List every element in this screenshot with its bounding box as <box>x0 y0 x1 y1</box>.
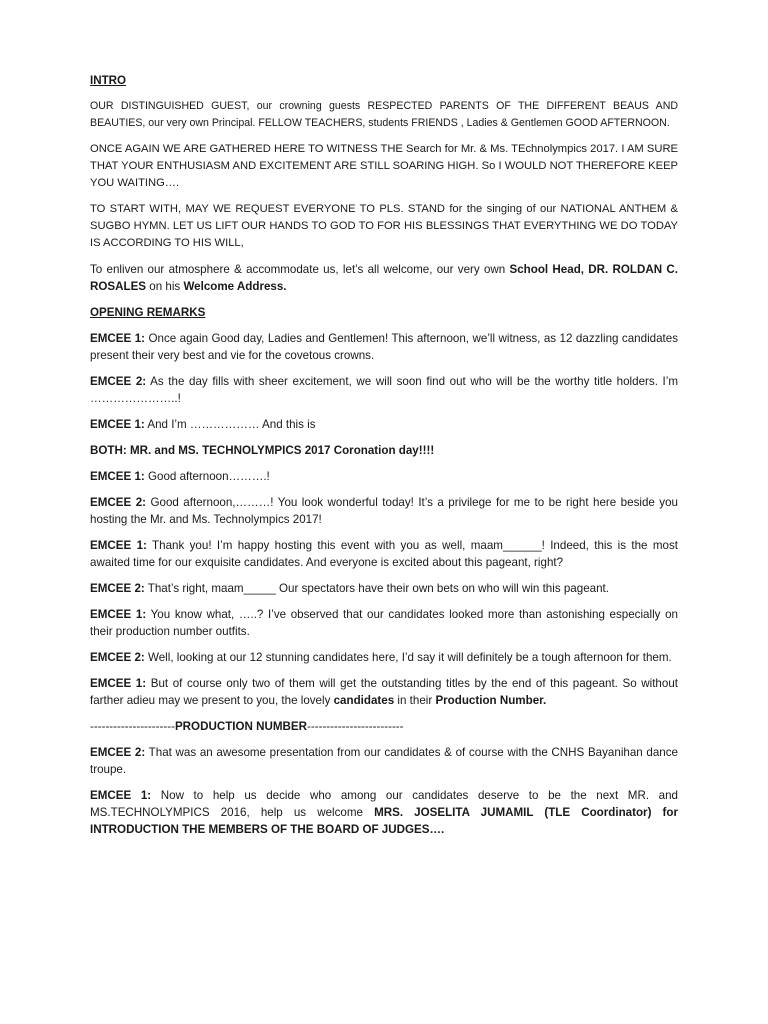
line-text: That was an awesome presentation from our candidates & of course with the CNHS Bayanihan dance troupe. <box>90 746 678 776</box>
script-line <box>90 373 678 407</box>
line-text: That’s right, maam_____ Our spectators have their own bets on who will win this pageant. <box>144 582 609 595</box>
speaker-label: EMCEE 2: <box>90 746 146 759</box>
production-number-emphasis: Production Number. <box>435 694 547 707</box>
script-line <box>90 580 678 597</box>
speaker-label: EMCEE 1: <box>90 789 152 802</box>
welcome-text-2: on his <box>146 280 184 293</box>
script-line <box>90 330 678 364</box>
speaker-label: EMCEE 1: <box>90 677 147 690</box>
speaker-label: EMCEE 1: <box>90 332 146 345</box>
intro-greeting-paragraph: OUR DISTINGUISHED GUEST, our crowning guests RESPECTED PARENTS OF THE DIFFERENT BEAUS AND BEAUTIES, our very own Principal. FELLOW TEACHERS, students FRIENDS , Ladies & Gentlemen GOOD AFTERNOON. <box>90 100 678 129</box>
divider-left: ---------------------- <box>90 720 175 733</box>
script-line <box>90 649 678 666</box>
script-line <box>90 606 678 640</box>
line-text: Thank you! I’m happy hosting this event with you as well, maam______! Indeed, this is the most awaited time for our exquisite candidates. And everyone is excited about this pageant, right? <box>90 539 678 569</box>
speaker-label: EMCEE 1: <box>90 608 147 621</box>
speaker-label: EMCEE 2: <box>90 496 147 509</box>
line-text: in their <box>394 694 436 707</box>
line-text: Well, looking at our 12 stunning candidates here, I’d say it will definitely be a tough afternoon for them. <box>144 651 672 664</box>
line-text: Good afternoon,………! You look wonderful today! It’s a privilege for me to be right here beside you hosting the Mr. and Ms. Technolympics 2017! <box>90 496 679 526</box>
welcome-address-label: Welcome Address. <box>183 280 287 293</box>
intro-heading: INTRO <box>90 74 127 87</box>
line-text: And I’m ……………… And this is <box>144 418 316 431</box>
script-line <box>90 468 678 485</box>
script-line <box>90 787 678 838</box>
speaker-label: EMCEE 1: <box>90 539 147 552</box>
divider-right: ------------------------- <box>307 720 404 733</box>
script-line <box>90 675 678 709</box>
candidates-emphasis: candidates <box>333 694 395 707</box>
production-number-divider <box>90 718 678 735</box>
line-text: You know what, …..? I’ve observed that our candidates looked more than astonishing especially on their production number outfits. <box>90 608 678 638</box>
line-text: But of course only two of them will get the outstanding titles by the end of this pageant. So without farther adieu may we present to you, the lovely <box>90 677 678 707</box>
speaker-label: EMCEE 2: <box>90 651 145 664</box>
script-line <box>90 744 678 778</box>
script-line <box>90 442 678 459</box>
script-line <box>90 537 678 571</box>
speaker-label: EMCEE 1: <box>90 470 145 483</box>
document-page <box>90 72 678 847</box>
speaker-label: EMCEE 1: <box>90 418 145 431</box>
script-line <box>90 416 678 433</box>
school-head-name: School Head, DR. ROLDAN C. ROSALES <box>90 263 678 293</box>
opening-remarks-heading: OPENING REMARKS <box>90 306 206 319</box>
speaker-label: BOTH: <box>90 444 127 457</box>
judges-introduction-emphasis: MRS. JOSELITA JUMAMIL (TLE Coordinator) for INTRODUCTION THE MEMBERS OF THE BOARD OF JUDGES…. <box>90 806 678 836</box>
speaker-label: EMCEE 2: <box>90 582 145 595</box>
speaker-label: EMCEE 2: <box>90 375 147 388</box>
line-text: Once again Good day, Ladies and Gentlemen! This afternoon, we’ll witness, as 12 dazzling candidates present their very best and vie for the covetous crowns. <box>90 332 679 362</box>
intro-anthem-paragraph: TO START WITH, MAY WE REQUEST EVERYONE TO PLS. STAND for the singing of our NATIONAL ANTHEM & SUGBO HYMN. LET US LIFT OUR HANDS TO GOD TO FOR HIS BLESSINGS THAT EVERYTHING WE DO TODAY IS ACCORDING TO HIS WILL, <box>90 203 678 249</box>
intro-gathering-paragraph: ONCE AGAIN WE ARE GATHERED HERE TO WITNESS THE Search for Mr. & Ms. TEchnolympics 2017. I AM SURE THAT YOUR ENTHUSIASM AND EXCITEMENT ARE STILL SOARING HIGH. So I WOULD NOT THEREFORE KEEP YOU WAITING…. <box>90 143 678 189</box>
line-text: As the day fills with sheer excitement, we will soon find out who will be the worthy title holders. I’m …………………..! <box>90 375 678 405</box>
line-text: Now to help us decide who among our candidates deserve to be the next MR. and MS.TECHNOLYMPICS 2016, help us welcome <box>90 789 679 819</box>
welcome-text-1: To enliven our atmosphere & accommodate us, let’s all welcome, our very own <box>90 263 510 276</box>
production-number-label: PRODUCTION NUMBER <box>174 720 307 733</box>
script-line <box>90 494 678 528</box>
line-text: Good afternoon……….! <box>144 470 270 483</box>
welcome-address-paragraph <box>90 261 678 295</box>
line-text: MR. and MS. TECHNOLYMPICS 2017 Coronation day!!!! <box>126 444 435 457</box>
